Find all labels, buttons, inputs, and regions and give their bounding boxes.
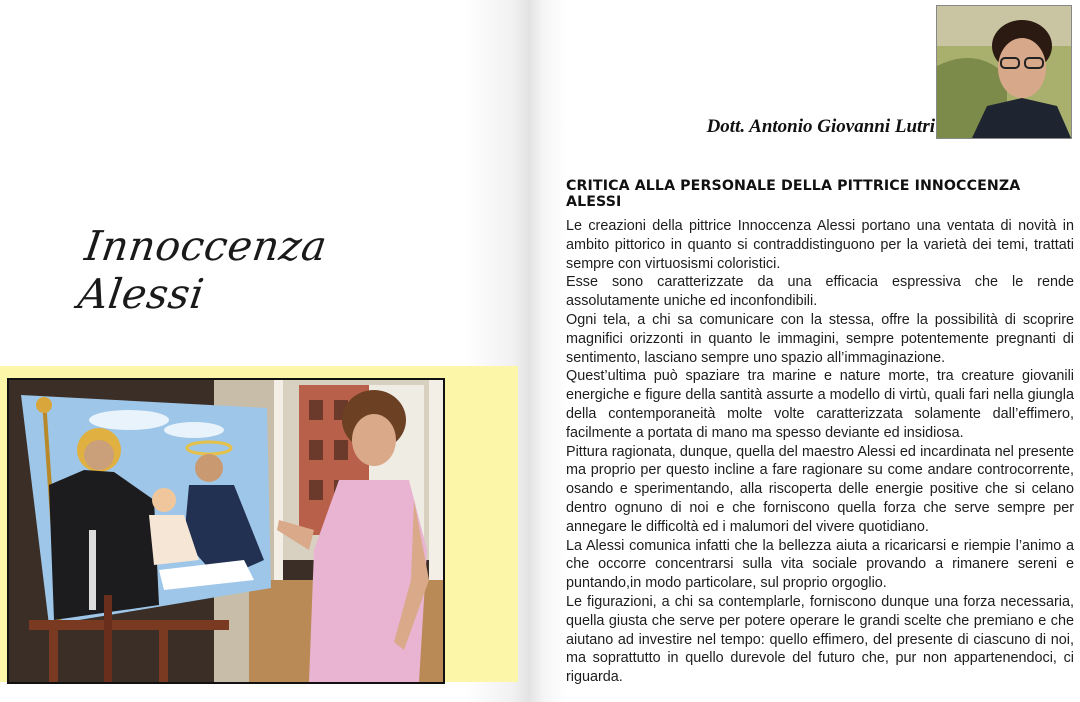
paragraph: Le figurazioni, a chi sa contemplarle, forniscono dunque una forza necessaria, quella giusta che serve per potere operare le grandi scelte che premiano e che aiutano ad investire nel tempo: quello effimero, del presente di ciascuno di noi, ma soprattutto in quello durevole del futuro che, pur non appartenendoci, ci riguarda. [566, 593, 1074, 686]
paragraph: La Alessi comunica infatti che la bellezza aiuta a ricaricarsi e riempie l’animo a che occorre concentrarsi sulla vita sociale provando a rimanere sereni e puntando,in modo particolare, sul proprio orgoglio. [566, 537, 1074, 592]
artist-title: Innoccenza Alessi [75, 222, 331, 318]
paragraph: Pittura ragionata, dunque, quella del maestro Alessi ed incardinata nel presente ma proprio per questo incline a fare ragionare su come andare controcorrente, osando e sperimentando, alla riscoperta delle energie positive che si celano dentro ognuno di noi e che forniscono quella forza che serve sempre per annegare le difficoltà ed i malumori del vivere quotidiano. [566, 443, 1074, 535]
paragraph: Le creazioni della pittrice Innoccenza Alessi portano una ventata di novità in ambito pittorico in quanto si contraddistinguono per la varietà dei temi, trattati sempre con virtuosismi coloristici. [566, 218, 1074, 272]
author-portrait-photo [936, 5, 1072, 139]
paragraph: Ogni tela, a chi sa comunicare con la stessa, offre la possibilità di scoprire magnifici orizzonti in quanto le immagini, sempre potentemente pregnanti di sentimento, lasciano sempre uno spazio all’immaginazione. [566, 311, 1074, 366]
paragraph: Quest’ultima può spaziare tra marine e nature morte, tra creature giovanili energiche e figure della santità assurte a modello di virtù, quali fari nella giungla della contemporaneità molte volte caratterizzata solamente dall’effimero, facilmente a portata di mano ma spesso deviante ed insidiosa. [566, 368, 1074, 441]
author-name: Dott. Antonio Giovanni Lutri [706, 116, 935, 137]
paragraph: Esse sono caratterizzate da una efficacia espressiva che le rende assolutamente uniche ed inconfondibili. [566, 274, 1074, 310]
critique-heading: CRITICA ALLA PERSONALE DELLA PITTRICE INNOCCENZA ALESSI [566, 178, 1021, 210]
artist-with-painting-photo [7, 378, 445, 684]
critique-body [566, 217, 1074, 687]
